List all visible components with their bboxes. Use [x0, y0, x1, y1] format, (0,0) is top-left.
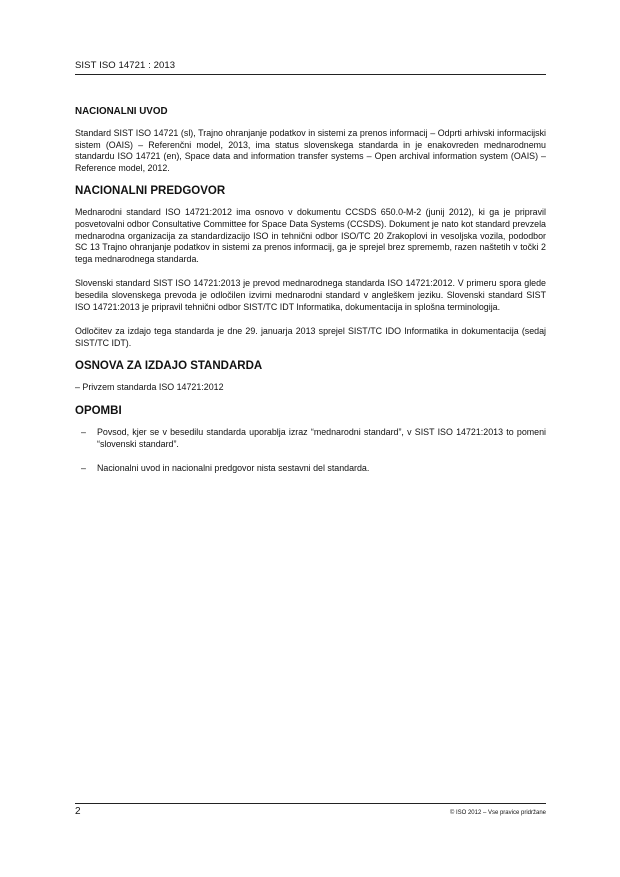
paragraph-uvod: Standard SIST ISO 14721 (sl), Trajno ohranjanje podatkov in sistemi za prenos informacij – Odprti arhivski informacijski sistem (OAIS) – Referenčni model, 2013, ima status slovenskega standarda in je enakovreden mednarodnemu standardu ISO 14721 (en), Space data and information transfer systems – Open archival information system (OAIS) – Reference model, 2012. [75, 128, 546, 173]
heading-nacionalni-predgovor: NACIONALNI PREDGOVOR [75, 185, 226, 198]
main-content [75, 106, 546, 488]
list-item-text: Povsod, kjer se v besedilu standarda uporablja izraz “mednarodni standard”, v SIST ISO 14721:2013 to pomeni “slovenski standard”. [97, 426, 546, 449]
running-header: SIST ISO 14721 : 2013 [75, 60, 176, 71]
footer-divider [75, 803, 546, 804]
paragraph-osnova: – Privzem standarda ISO 14721:2012 [75, 382, 224, 393]
list-dash: – [81, 426, 86, 437]
paragraph-predgovor-2: Slovenski standard SIST ISO 14721:2013 je prevod mednarodnega standarda ISO 14721:2012. V primeru spora glede besedila slovenskega prevoda je odločilen izvirni mednarodni standard v angleškem jeziku. Slovenski standard SIST ISO 14721:2013 je pripravil tehnični odbor SIST/TC IDT Informatika, dokumentacija in splošna terminologija. [75, 278, 546, 312]
copyright-notice: © ISO 2012 – Vse pravice pridržane [449, 810, 546, 816]
list-item-text: Nacionalni uvod in nacionalni predgovor nista sestavni del standarda. [97, 463, 370, 474]
page-number: 2 [75, 806, 81, 817]
heading-opombi: OPOMBI [75, 404, 122, 417]
list-dash: – [81, 463, 86, 474]
paragraph-predgovor-1: Mednarodni standard ISO 14721:2012 ima osnovo v dokumentu CCSDS 650.0-M-2 (junij 2012), ki ga je pripravil posvetovalni odbor Consultative Committee for Space Data Systems (CCSDS). Dokument je nato kot standard prevzela mednarodna organizacija za standardizacijo ISO in tehnični odbor ISO/TC 20 Zrakoplovi in vesoljska vozila, pododbor SC 13 Trajno ohranjanje podatkov in sistemi za prenos informacij, ga je sprejel brez sprememb, razen naštetih v točki 2 tega mednarodnega standarda. [75, 207, 546, 264]
header-divider [75, 74, 546, 75]
heading-osnova: OSNOVA ZA IZDAJO STANDARDA [75, 360, 263, 373]
paragraph-predgovor-3: Odločitev za izdajo tega standarda je dne 29. januarja 2013 sprejel SIST/TC IDO Informatika in dokumentacija (sedaj SIST/TC IDT). [75, 326, 546, 348]
heading-nacionalni-uvod: NACIONALNI UVOD [75, 106, 168, 117]
opombi-list [75, 427, 546, 475]
list-item [75, 463, 546, 475]
list-item [75, 427, 546, 450]
